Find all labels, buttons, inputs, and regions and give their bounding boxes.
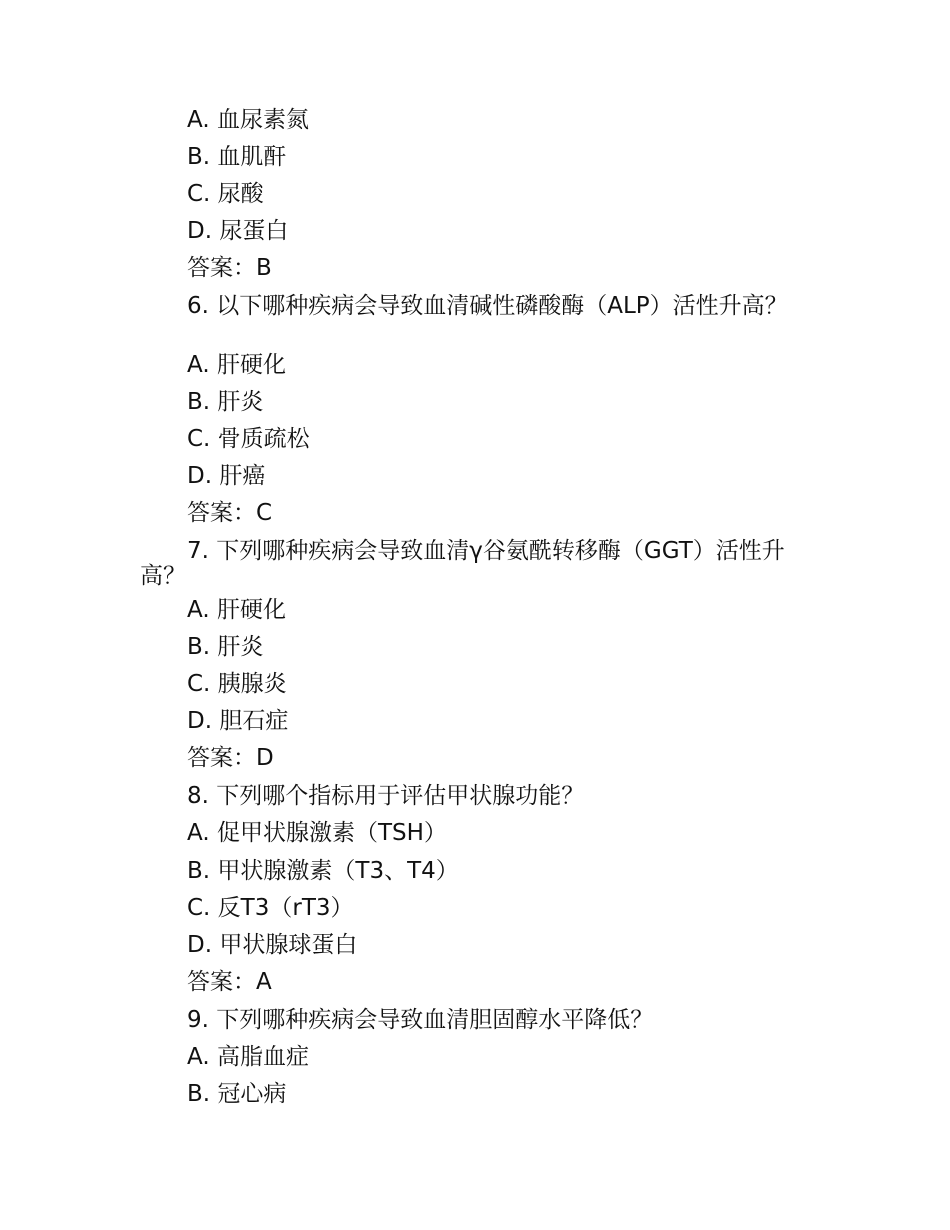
option-line: A. 肝硬化 — [187, 352, 286, 378]
option-line: C. 骨质疏松 — [187, 426, 310, 452]
option-line: B. 甲状腺激素（T3、T4） — [187, 858, 459, 884]
question-line: 6. 以下哪种疾病会导致血清碱性磷酸酶（ALP）活性升高？ — [187, 293, 788, 319]
option-line: C. 反T3（rT3） — [187, 895, 354, 921]
option-line: A. 血尿素氮 — [187, 107, 309, 133]
option-line: A. 肝硬化 — [187, 597, 286, 623]
option-line: C. 尿酸 — [187, 181, 264, 207]
option-line: D. 甲状腺球蛋白 — [187, 932, 358, 958]
answer-line: 答案：B — [187, 255, 272, 281]
option-line: B. 肝炎 — [187, 634, 264, 660]
option-line: B. 肝炎 — [187, 389, 264, 415]
question-line: 7. 下列哪种疾病会导致血清γ谷氨酰转移酶（GGT）活性升高？ — [140, 538, 785, 589]
answer-line: 答案：C — [187, 500, 273, 526]
option-line: C. 胰腺炎 — [187, 671, 287, 697]
answer-line: 答案：A — [187, 969, 272, 995]
option-line: B. 血肌酐 — [187, 144, 287, 170]
option-line: A. 促甲状腺激素（TSH） — [187, 820, 447, 846]
option-line: D. 尿蛋白 — [187, 218, 289, 244]
answer-line: 答案：D — [187, 745, 274, 771]
question-line: 8. 下列哪个指标用于评估甲状腺功能？ — [187, 783, 585, 809]
option-line: D. 胆石症 — [187, 708, 289, 734]
option-line: B. 冠心病 — [187, 1081, 287, 1107]
option-line: A. 高脂血症 — [187, 1044, 309, 1070]
option-line: D. 肝癌 — [187, 463, 266, 489]
question-line: 9. 下列哪种疾病会导致血清胆固醇水平降低？ — [187, 1007, 654, 1033]
